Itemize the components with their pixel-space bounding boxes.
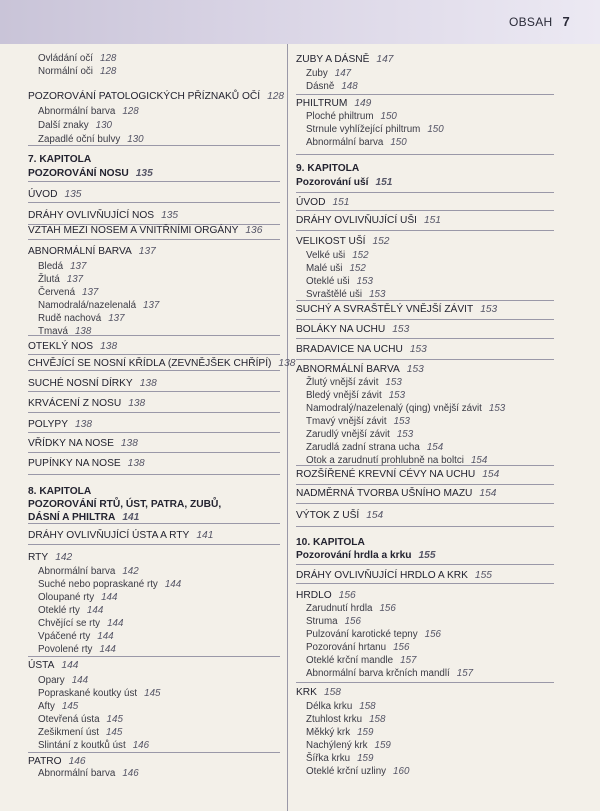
toc-entry: [306, 629, 441, 641]
toc-entry-text: Ploché philtrum: [306, 111, 374, 122]
page-ref: 144: [61, 660, 79, 671]
toc-entry-text: Měkký krk: [306, 727, 351, 738]
toc-entry-text: Zarudlý vnější závit: [306, 429, 390, 440]
toc-entry: [38, 106, 139, 118]
toc-section-text: ZUBY A DÁSNĚ: [296, 54, 370, 65]
toc-entry: [306, 250, 369, 262]
chapter-title-text: Pozorování hrdla a krku: [296, 550, 412, 561]
toc-section-text: PATRO: [28, 756, 62, 767]
toc-entry-text: Otok a zarudnutí prohlubně na boltci: [306, 455, 464, 466]
page-ref: 154: [426, 442, 444, 453]
page-ref: 138: [127, 458, 145, 469]
toc-entry-text: Žlutý vnější závit: [306, 377, 379, 388]
toc-section: [296, 364, 424, 376]
page-number: 7: [562, 14, 570, 29]
chapter-title: POZOROVÁNÍ RTŮ, ÚST, PATRA, ZUBŮ,: [28, 499, 222, 510]
toc-entry-text: Slintání z koutků úst: [38, 740, 126, 751]
page-ref: 150: [427, 124, 444, 135]
toc-entry: [38, 644, 116, 656]
toc-entry-text: Abnormální barva: [38, 106, 116, 117]
toc-entry-text: Opary: [38, 675, 65, 686]
toc-section-text: CHVĚJÍCÍ SE NOSNÍ KŘÍDLA (ZEVNĚJŠEK CHŘÍPÍ): [28, 358, 272, 369]
page-ref: 153: [396, 429, 414, 440]
toc-entry: [38, 120, 112, 132]
page-ref: 160: [393, 766, 410, 777]
page-ref: 144: [97, 631, 114, 642]
toc-entry-text: Normální oči: [38, 66, 93, 77]
toc-entry: [38, 618, 123, 630]
page-ref: 146: [68, 756, 86, 767]
toc-entry-text: Zešikmení úst: [38, 727, 99, 738]
toc-section-text: RTY: [28, 552, 49, 563]
page-ref: 156: [379, 603, 396, 614]
toc-entry: [306, 616, 361, 628]
page-ref: 153: [369, 289, 386, 300]
page-ref: 150: [390, 137, 407, 148]
toc-entry: [38, 631, 114, 643]
page-ref: 128: [100, 53, 117, 64]
toc-section: [296, 215, 441, 227]
page-ref: 137: [138, 246, 156, 257]
page-ref: 128: [100, 66, 117, 77]
toc-section: [28, 210, 178, 222]
toc-section: [296, 590, 356, 602]
page-ref: 154: [366, 510, 384, 521]
page-ref: 138: [139, 378, 157, 389]
page-ref: 156: [424, 629, 441, 640]
toc-section: [28, 378, 157, 390]
toc-entry: [38, 274, 83, 286]
page-ref: 145: [61, 701, 79, 712]
toc-section: [28, 189, 81, 201]
toc-section-text: SUCHÝ A SVRAŠTĚLÝ VNĚJŠÍ ZÁVIT: [296, 304, 474, 315]
toc-entry: [306, 429, 413, 441]
toc-entry-text: Ztuhlost krku: [306, 714, 363, 725]
toc-entry-text: Vpáčené rty: [38, 631, 91, 642]
toc-section: [28, 246, 156, 258]
toc-entry-text: Popraskané koutky úst: [38, 688, 138, 699]
page-ref: 145: [106, 714, 123, 725]
page-ref: 157: [400, 655, 417, 666]
toc-section-text: OTEKLÝ NOS: [28, 341, 94, 352]
toc-entry: [306, 714, 385, 726]
page-ref: 153: [385, 377, 402, 388]
toc-entry-text: Rudě nachová: [38, 313, 102, 324]
toc-section-text: DRÁHY OVLIVŇUJÍCÍ ÚSTA A RTY: [28, 530, 190, 541]
toc-entry-text: Chvějící se rty: [38, 618, 101, 629]
toc-entry-text: Zarudnutí hrdla: [306, 603, 373, 614]
toc-section: [28, 358, 295, 370]
toc-section-text: VŘÍDKY NA NOSE: [28, 438, 114, 449]
toc-section: [296, 197, 349, 209]
toc-section-text: HRDLO: [296, 590, 332, 601]
toc-entry: [38, 740, 149, 752]
page-ref: 145: [105, 727, 123, 738]
toc-entry-text: Červená: [38, 287, 76, 298]
page-ref: 154: [470, 455, 488, 466]
toc-entry-text: Povolené rty: [38, 644, 93, 655]
toc-entry: [306, 668, 473, 680]
toc-entry: [38, 53, 116, 65]
toc-entry-text: Dásně: [306, 81, 335, 92]
page-ref: 154: [482, 469, 500, 480]
toc-section: [28, 419, 92, 431]
toc-section: [28, 458, 145, 470]
toc-entry: [38, 300, 159, 312]
toc-section: [296, 687, 341, 699]
chapter-label: 10. KAPITOLA: [296, 537, 365, 548]
toc-entry: [38, 768, 139, 780]
toc-entry-text: Délka krku: [306, 701, 353, 712]
page-ref: 137: [66, 274, 84, 285]
toc-section-text: ÚSTA: [28, 660, 55, 671]
toc-entry: [38, 605, 103, 617]
running-header: [509, 14, 570, 29]
toc-entry: [306, 111, 397, 123]
chapter-title: [28, 168, 153, 180]
toc-entry: [306, 276, 373, 288]
toc-section: [28, 660, 78, 672]
toc-section: [28, 91, 284, 103]
page-ref: 153: [388, 390, 406, 401]
toc-entry: [38, 566, 139, 578]
page-ref: 153: [409, 344, 427, 355]
header-title: OBSAH: [508, 15, 553, 29]
toc-section-text: DRÁHY OVLIVŇUJÍCÍ UŠI: [296, 215, 417, 226]
chapter-label: 8. KAPITOLA: [28, 486, 92, 497]
toc-entry: [306, 442, 443, 454]
toc-section-text: PHILTRUM: [296, 98, 348, 109]
toc-entry: [306, 727, 373, 739]
page-ref: 144: [164, 579, 182, 590]
page-ref: 137: [70, 261, 87, 272]
toc-entry-text: Bledá: [38, 261, 64, 272]
page-ref: 138: [278, 358, 296, 369]
toc-entry-text: Abnormální barva: [38, 768, 116, 779]
toc-section-text: ROZŠÍŘENÉ KREVNÍ CÉVY NA UCHU: [296, 469, 476, 480]
toc-section: [296, 510, 383, 522]
page-ref: 130: [127, 134, 144, 145]
page-ref: 138: [120, 438, 138, 449]
page-ref: 153: [393, 416, 410, 427]
toc-section-text: BOLÁKY NA UCHU: [296, 324, 386, 335]
toc-entry-text: Oteklé rty: [38, 605, 80, 616]
toc-entry-text: Strnule vyhlížející philtrum: [306, 124, 421, 135]
toc-section-text: PUPÍNKY NA NOSE: [28, 458, 121, 469]
toc-section-text: VZTAH MEZI NOSEM A VNITŘNÍMI ORGÁNY: [28, 225, 239, 236]
toc-section-text: ABNORMÁLNÍ BARVA: [28, 246, 132, 257]
page-ref: 155: [474, 570, 492, 581]
page-ref: 159: [374, 740, 391, 751]
page-ref: 144: [99, 644, 116, 655]
page-ref: 156: [338, 590, 356, 601]
toc-entry: [306, 642, 409, 654]
chapter-title: [296, 177, 392, 189]
page-ref: 151: [423, 215, 441, 226]
page-ref: 135: [161, 210, 179, 221]
toc-entry-text: Zarudlá zadní strana ucha: [306, 442, 420, 453]
page-ref: 147: [376, 54, 394, 65]
page-ref: 156: [393, 642, 410, 653]
page-ref: 154: [479, 488, 497, 499]
page-ref: 130: [95, 120, 112, 131]
toc-section-text: NADMĚRNÁ TVORBA UŠNÍHO MAZU: [296, 488, 473, 499]
page-ref: 136: [245, 225, 263, 236]
toc-section-text: VELIKOST UŠÍ: [296, 236, 366, 247]
toc-entry: [306, 416, 410, 428]
toc-entry: [306, 377, 402, 389]
page-ref: 155: [418, 550, 436, 561]
toc-section: [28, 552, 72, 564]
toc-entry: [306, 603, 396, 615]
toc-section-text: POLYPY: [28, 419, 69, 430]
toc-entry: [38, 579, 181, 591]
page-ref: 152: [352, 250, 369, 261]
toc-section-text: KRVÁCENÍ Z NOSU: [28, 398, 122, 409]
page-ref: 156: [344, 616, 361, 627]
toc-entry-text: Namodralá/nazelenalá: [38, 300, 137, 311]
toc-entry-text: Malé uši: [306, 263, 343, 274]
toc-section-text: DRÁHY OVLIVŇUJÍCÍ HRDLO A KRK: [296, 570, 468, 581]
toc-entry-text: Tmavá: [38, 326, 68, 337]
toc-entry: [38, 714, 123, 726]
toc-entry: [306, 753, 373, 765]
column-divider: [287, 44, 288, 811]
toc-section: [28, 756, 86, 768]
toc-section-text: ÚVOD: [28, 189, 58, 200]
toc-section: [296, 324, 409, 336]
toc-entry-text: Ovládání očí: [38, 53, 94, 64]
page-ref: 141: [196, 530, 214, 541]
toc-section-text: POZOROVÁNÍ PATOLOGICKÝCH PŘÍZNAKŮ OČÍ: [28, 91, 261, 102]
page-ref: 135: [64, 189, 82, 200]
page-ref: 153: [480, 304, 498, 315]
page-ref: 146: [122, 768, 139, 779]
page-ref: 153: [488, 403, 506, 414]
chapter-title-text: Pozorování uší: [296, 177, 369, 188]
page-ref: 137: [108, 313, 125, 324]
toc-entry-text: Oteklé krční uzliny: [306, 766, 387, 777]
toc-section: [296, 98, 371, 110]
toc-entry: [306, 655, 416, 667]
toc-entry: [306, 124, 444, 136]
toc-section-text: ÚVOD: [296, 197, 326, 208]
toc-entry-text: Pozorování hrtanu: [306, 642, 387, 653]
page-ref: 148: [341, 81, 358, 92]
toc-entry: [38, 287, 98, 299]
chapter-label: 7. KAPITOLA: [28, 154, 92, 165]
page-ref: 147: [334, 68, 352, 79]
toc-entry: [306, 390, 405, 402]
toc-section: [296, 236, 389, 248]
toc-entry-text: Bledý vnější závit: [306, 390, 382, 401]
toc-entry-text: Oteklé krční mandle: [306, 655, 394, 666]
toc-entry: [306, 68, 351, 80]
page-ref: 144: [101, 592, 118, 603]
toc-entry-text: Další znaky: [38, 120, 89, 131]
page-ref: 144: [71, 675, 89, 686]
toc-entry: [38, 592, 117, 604]
chapter-label: 9. KAPITOLA: [296, 163, 360, 174]
toc-entry-text: Svraštělé uši: [306, 289, 363, 300]
toc-entry-text: Zapadlé oční bulvy: [38, 134, 121, 145]
page-ref: 150: [380, 111, 397, 122]
toc-section-text: VÝTOK Z UŠÍ: [296, 510, 360, 521]
toc-entry-text: Struma: [306, 616, 338, 627]
page-ref: 135: [135, 168, 153, 179]
page-ref: 137: [143, 300, 160, 311]
toc-entry: [38, 675, 88, 687]
toc-entry: [306, 766, 409, 778]
page-ref: 141: [122, 512, 140, 523]
toc-entry: [306, 701, 376, 713]
toc-section: [28, 398, 145, 410]
page-ref: 138: [128, 398, 146, 409]
toc-entry-text: Zuby: [306, 68, 328, 79]
toc-entry-text: Afty: [38, 701, 55, 712]
page-ref: 145: [144, 688, 161, 699]
page-ref: 158: [323, 687, 341, 698]
page-ref: 157: [456, 668, 474, 679]
toc-section: [296, 469, 499, 481]
toc-entry: [306, 263, 366, 275]
page-ref: 159: [357, 727, 374, 738]
page-ref: 158: [359, 701, 376, 712]
toc-entry-text: Tmavý vnější závit: [306, 416, 387, 427]
toc-entry: [306, 740, 391, 752]
toc-entry-text: Pulzování karotické tepny: [306, 629, 418, 640]
toc-section: [296, 488, 496, 500]
toc-section: [28, 438, 138, 450]
toc-section: [28, 225, 262, 237]
toc-entry-text: Velké uši: [306, 250, 346, 261]
toc-entry-text: Šířka krku: [306, 753, 351, 764]
toc-entry: [306, 81, 358, 93]
page-ref: 152: [372, 236, 390, 247]
toc-entry: [38, 688, 160, 700]
toc-section-text: KRK: [296, 687, 317, 698]
toc-entry: [306, 137, 407, 149]
toc-entry-text: Žlutá: [38, 274, 60, 285]
toc-entry-text: Namodralý/nazelenalý (qing) vnější závit: [306, 403, 482, 414]
toc-section-text: BRADAVICE NA UCHU: [296, 344, 403, 355]
toc-section: [28, 341, 117, 353]
toc-entry-text: Oloupané rty: [38, 592, 95, 603]
toc-section-text: DRÁHY OVLIVŇUJÍCÍ NOS: [28, 210, 155, 221]
toc-entry-text: Nachýlený krk: [306, 740, 368, 751]
toc-section: [296, 304, 497, 316]
page-ref: 138: [75, 419, 93, 430]
page-ref: 138: [100, 341, 118, 352]
chapter-title: [296, 550, 436, 562]
toc-section-text: SUCHÉ NOSNÍ DÍRKY: [28, 378, 133, 389]
page-ref: 149: [354, 98, 372, 109]
page-ref: 158: [369, 714, 386, 725]
page-ref: 137: [82, 287, 99, 298]
chapter-title-line2-text: DÁSNÍ A PHILTRA: [28, 512, 116, 523]
toc-section: [28, 530, 213, 542]
page-ref: 128: [122, 106, 139, 117]
page-ref: 152: [349, 263, 366, 274]
page-ref: 151: [332, 197, 350, 208]
toc-entry-text: Suché nebo popraskané rty: [38, 579, 158, 590]
toc-entry-text: Abnormální barva krčních mandlí: [306, 668, 450, 679]
toc-entry-text: Abnormální barva: [306, 137, 384, 148]
toc-section: [296, 54, 393, 66]
toc-entry: [38, 261, 86, 273]
page-ref: 153: [392, 324, 410, 335]
page-ref: 159: [357, 753, 374, 764]
page-ref: 146: [132, 740, 150, 751]
page-ref: 144: [86, 605, 104, 616]
toc-section: [296, 570, 492, 582]
chapter-title-text: POZOROVÁNÍ NOSU: [28, 168, 129, 179]
toc-section: [296, 344, 427, 356]
toc-section-text: ABNORMÁLNÍ BARVA: [296, 364, 400, 375]
toc-entry: [38, 727, 122, 739]
toc-entry: [306, 403, 505, 415]
page-ref: 142: [55, 552, 73, 563]
page-ref: 128: [267, 91, 285, 102]
page-ref: 153: [356, 276, 373, 287]
toc-entry: [38, 313, 125, 325]
toc-entry-text: Otevřená ústa: [38, 714, 100, 725]
page-ref: 151: [375, 177, 393, 188]
toc-entry: [38, 66, 116, 78]
toc-entry-text: Oteklé uši: [306, 276, 350, 287]
page-ref: 153: [406, 364, 424, 375]
page-ref: 138: [74, 326, 92, 337]
page-ref: 144: [107, 618, 124, 629]
toc-entry-text: Abnormální barva: [38, 566, 116, 577]
toc-entry: [38, 701, 78, 713]
page-ref: 142: [122, 566, 139, 577]
